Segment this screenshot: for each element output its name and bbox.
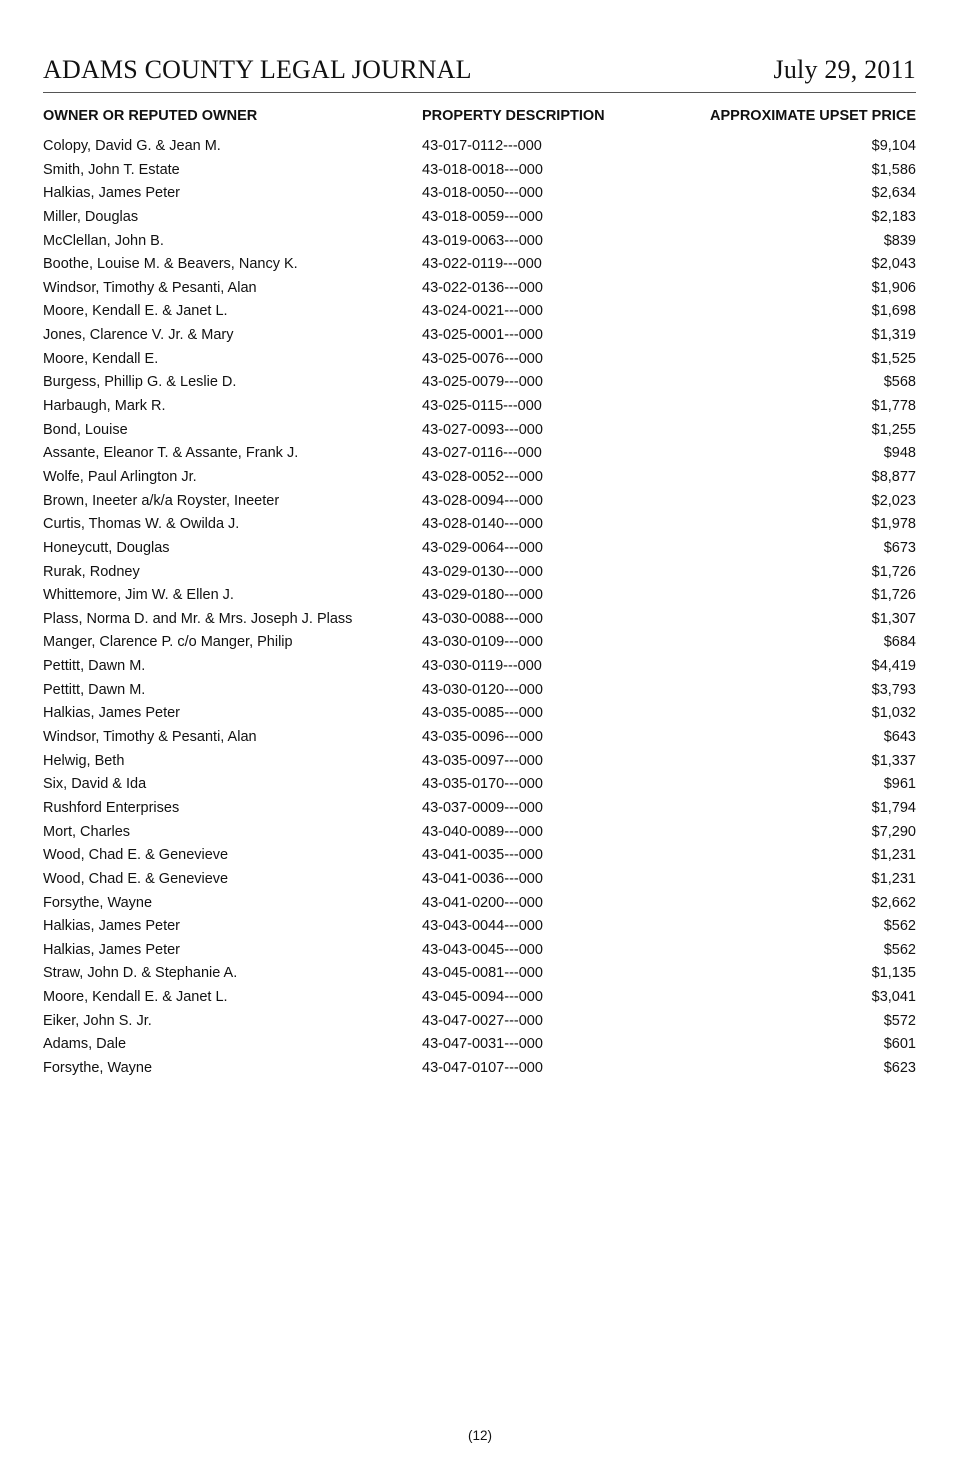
- description-cell: 43-035-0096---000: [422, 729, 543, 746]
- description-cell: 43-047-0027---000: [422, 1012, 543, 1029]
- description-cell: 43-029-0180---000: [422, 587, 543, 604]
- price-cell: $3,793: [871, 681, 916, 698]
- owner-cell: Forsythe, Wayne: [43, 894, 153, 911]
- owner-cell: Pettitt, Dawn M.: [43, 658, 146, 675]
- description-cell: 43-041-0035---000: [422, 847, 543, 864]
- page-header: [43, 52, 916, 93]
- price-cell: $4,419: [871, 658, 916, 675]
- table-row: [43, 893, 916, 917]
- price-cell: $2,634: [871, 185, 916, 202]
- table-row: [43, 632, 916, 656]
- table-row: [43, 160, 916, 184]
- owner-cell: Jones, Clarence V. Jr. & Mary: [43, 327, 234, 344]
- price-cell: $601: [883, 1036, 916, 1053]
- owner-cell: Whittemore, Jim W. & Ellen J.: [43, 587, 234, 604]
- description-cell: 43-035-0085---000: [422, 705, 543, 722]
- table-row: [43, 349, 916, 373]
- price-cell: $673: [883, 539, 916, 556]
- table-row: [43, 609, 916, 633]
- price-cell: $1,525: [871, 350, 916, 367]
- price-cell: $684: [883, 634, 916, 651]
- table-row: [43, 751, 916, 775]
- owner-cell: Brown, Ineeter a/k/a Royster, Ineeter: [43, 492, 280, 509]
- column-header-price: APPROXIMATE UPSET PRICE: [710, 108, 916, 124]
- description-cell: 43-035-0170---000: [422, 776, 543, 793]
- description-cell: 43-047-0107---000: [422, 1059, 543, 1076]
- table-row: [43, 183, 916, 207]
- description-cell: 43-022-0136---000: [422, 279, 543, 296]
- table-row: [43, 585, 916, 609]
- owner-cell: Boothe, Louise M. & Beavers, Nancy K.: [43, 256, 298, 273]
- owner-cell: Manger, Clarence P. c/o Manger, Philip: [43, 634, 293, 651]
- table-row: [43, 916, 916, 940]
- description-cell: 43-018-0059---000: [422, 208, 543, 225]
- table-header: [43, 108, 916, 128]
- price-cell: $1,231: [871, 870, 916, 887]
- table-row: [43, 443, 916, 467]
- price-cell: $1,337: [871, 752, 916, 769]
- price-cell: $9,104: [871, 138, 916, 154]
- table-row: [43, 680, 916, 704]
- description-cell: 43-024-0021---000: [422, 303, 543, 320]
- owner-cell: Eiker, John S. Jr.: [43, 1012, 152, 1029]
- price-cell: $1,032: [871, 705, 916, 722]
- owner-cell: Pettitt, Dawn M.: [43, 681, 146, 698]
- owner-cell: Wood, Chad E. & Genevieve: [43, 847, 229, 864]
- table-row: [43, 940, 916, 964]
- description-cell: 43-041-0036---000: [422, 870, 543, 887]
- table-row: [43, 1011, 916, 1035]
- owner-cell: McClellan, John B.: [43, 232, 164, 249]
- owner-cell: Honeycutt, Douglas: [43, 539, 170, 556]
- price-cell: $2,662: [871, 894, 916, 911]
- description-cell: 43-035-0097---000: [422, 752, 543, 769]
- owner-cell: Six, David & Ida: [43, 776, 147, 793]
- table-row: [43, 1034, 916, 1058]
- description-cell: 43-041-0200---000: [422, 894, 543, 911]
- table-row: [43, 1058, 916, 1082]
- owner-cell: Helwig, Beth: [43, 752, 125, 769]
- table-row: [43, 278, 916, 302]
- price-cell: $1,231: [871, 847, 916, 864]
- table-row: [43, 467, 916, 491]
- table-row: [43, 301, 916, 325]
- owner-cell: Rushford Enterprises: [43, 799, 180, 816]
- owner-cell: Forsythe, Wayne: [43, 1059, 153, 1076]
- description-cell: 43-025-0079---000: [422, 374, 543, 391]
- owner-cell: Straw, John D. & Stephanie A.: [43, 965, 238, 982]
- price-cell: $2,183: [871, 208, 916, 225]
- journal-title: ADAMS COUNTY LEGAL JOURNAL: [43, 55, 472, 84]
- owner-cell: Burgess, Phillip G. & Leslie D.: [43, 374, 237, 391]
- issue-date: July 29, 2011: [773, 55, 916, 84]
- table-row: [43, 562, 916, 586]
- page-number: (12): [467, 1428, 492, 1443]
- description-cell: 43-027-0093---000: [422, 421, 543, 438]
- description-cell: 43-027-0116---000: [422, 445, 542, 462]
- owner-cell: Halkias, James Peter: [43, 705, 180, 722]
- price-cell: $1,135: [871, 965, 916, 982]
- table-row: [43, 136, 916, 160]
- table-row: [43, 514, 916, 538]
- price-cell: $1,586: [871, 161, 916, 178]
- description-cell: 43-045-0081---000: [422, 965, 543, 982]
- table-row: [43, 656, 916, 680]
- description-cell: 43-028-0052---000: [422, 468, 543, 485]
- owner-cell: Smith, John T. Estate: [43, 161, 180, 178]
- table-row: [43, 727, 916, 751]
- table-row: [43, 845, 916, 869]
- table-row: [43, 325, 916, 349]
- price-cell: $572: [883, 1012, 916, 1029]
- owner-cell: Harbaugh, Mark R.: [43, 398, 166, 415]
- price-cell: $2,023: [871, 492, 916, 509]
- table-row: [43, 420, 916, 444]
- owner-cell: Curtis, Thomas W. & Owilda J.: [43, 516, 240, 533]
- column-header-owner: OWNER OR REPUTED OWNER: [43, 108, 258, 124]
- description-cell: 43-030-0119---000: [422, 658, 542, 675]
- price-cell: $1,778: [871, 398, 916, 415]
- price-cell: $2,043: [871, 256, 916, 273]
- description-cell: 43-043-0045---000: [422, 941, 543, 958]
- description-cell: 43-037-0009---000: [422, 799, 543, 816]
- price-cell: $1,726: [871, 563, 916, 580]
- property-table: [43, 136, 916, 1082]
- table-row: [43, 963, 916, 987]
- price-cell: $568: [883, 374, 916, 391]
- table-row: [43, 869, 916, 893]
- owner-cell: Wood, Chad E. & Genevieve: [43, 870, 229, 887]
- description-cell: 43-028-0140---000: [422, 516, 543, 533]
- table-row: [43, 538, 916, 562]
- price-cell: $643: [883, 729, 916, 746]
- table-row: [43, 491, 916, 515]
- description-cell: 43-043-0044---000: [422, 918, 543, 935]
- price-cell: $1,726: [871, 587, 916, 604]
- price-cell: $3,041: [871, 989, 916, 1006]
- owner-cell: Moore, Kendall E. & Janet L.: [43, 303, 228, 320]
- table-row: [43, 822, 916, 846]
- owner-cell: Windsor, Timothy & Pesanti, Alan: [43, 729, 257, 746]
- description-cell: 43-045-0094---000: [422, 989, 543, 1006]
- table-row: [43, 396, 916, 420]
- owner-cell: Mort, Charles: [43, 823, 131, 840]
- owner-cell: Rurak, Rodney: [43, 563, 140, 580]
- price-cell: $1,978: [871, 516, 916, 533]
- price-cell: $1,319: [871, 327, 916, 344]
- owner-cell: Halkias, James Peter: [43, 941, 180, 958]
- price-cell: $1,794: [871, 799, 916, 816]
- description-cell: 43-022-0119---000: [422, 256, 542, 273]
- owner-cell: Miller, Douglas: [43, 208, 139, 225]
- owner-cell: Bond, Louise: [43, 421, 128, 438]
- price-cell: $7,290: [871, 823, 916, 840]
- description-cell: 43-018-0050---000: [422, 185, 543, 202]
- table-row: [43, 798, 916, 822]
- table-row: [43, 774, 916, 798]
- price-cell: $1,698: [871, 303, 916, 320]
- price-cell: $623: [883, 1059, 916, 1076]
- table-row: [43, 987, 916, 1011]
- owner-cell: Wolfe, Paul Arlington Jr.: [43, 468, 197, 485]
- description-cell: 43-018-0018---000: [422, 161, 543, 178]
- table-row: [43, 703, 916, 727]
- description-cell: 43-040-0089---000: [422, 823, 543, 840]
- owner-cell: Halkias, James Peter: [43, 185, 180, 202]
- owner-cell: Moore, Kendall E.: [43, 350, 159, 367]
- owner-cell: Plass, Norma D. and Mr. & Mrs. Joseph J. Plass: [43, 610, 353, 627]
- price-cell: $1,307: [871, 610, 916, 627]
- price-cell: $1,255: [871, 421, 916, 438]
- price-cell: $8,877: [871, 468, 916, 485]
- description-cell: 43-029-0130---000: [422, 563, 543, 580]
- owner-cell: Adams, Dale: [43, 1036, 127, 1053]
- description-cell: 43-030-0088---000: [422, 610, 543, 627]
- price-cell: $839: [883, 232, 916, 249]
- table-row: [43, 207, 916, 231]
- owner-cell: Windsor, Timothy & Pesanti, Alan: [43, 279, 257, 296]
- column-header-description: PROPERTY DESCRIPTION: [422, 108, 605, 124]
- price-cell: $961: [883, 776, 916, 793]
- description-cell: 43-029-0064---000: [422, 539, 543, 556]
- price-cell: $948: [883, 445, 916, 462]
- description-cell: 43-047-0031---000: [422, 1036, 543, 1053]
- price-cell: $562: [883, 918, 916, 935]
- description-cell: 43-017-0112---000: [422, 138, 542, 154]
- owner-cell: Halkias, James Peter: [43, 918, 180, 935]
- owner-cell: Moore, Kendall E. & Janet L.: [43, 989, 228, 1006]
- description-cell: 43-019-0063---000: [422, 232, 543, 249]
- table-row: [43, 372, 916, 396]
- price-cell: $562: [883, 941, 916, 958]
- description-cell: 43-030-0109---000: [422, 634, 543, 651]
- table-row: [43, 254, 916, 278]
- description-cell: 43-025-0001---000: [422, 327, 543, 344]
- description-cell: 43-025-0076---000: [422, 350, 543, 367]
- price-cell: $1,906: [871, 279, 916, 296]
- description-cell: 43-030-0120---000: [422, 681, 543, 698]
- table-row: [43, 231, 916, 255]
- description-cell: 43-028-0094---000: [422, 492, 543, 509]
- owner-cell: Colopy, David G. & Jean M.: [43, 138, 221, 154]
- owner-cell: Assante, Eleanor T. & Assante, Frank J.: [43, 445, 299, 462]
- description-cell: 43-025-0115---000: [422, 398, 542, 415]
